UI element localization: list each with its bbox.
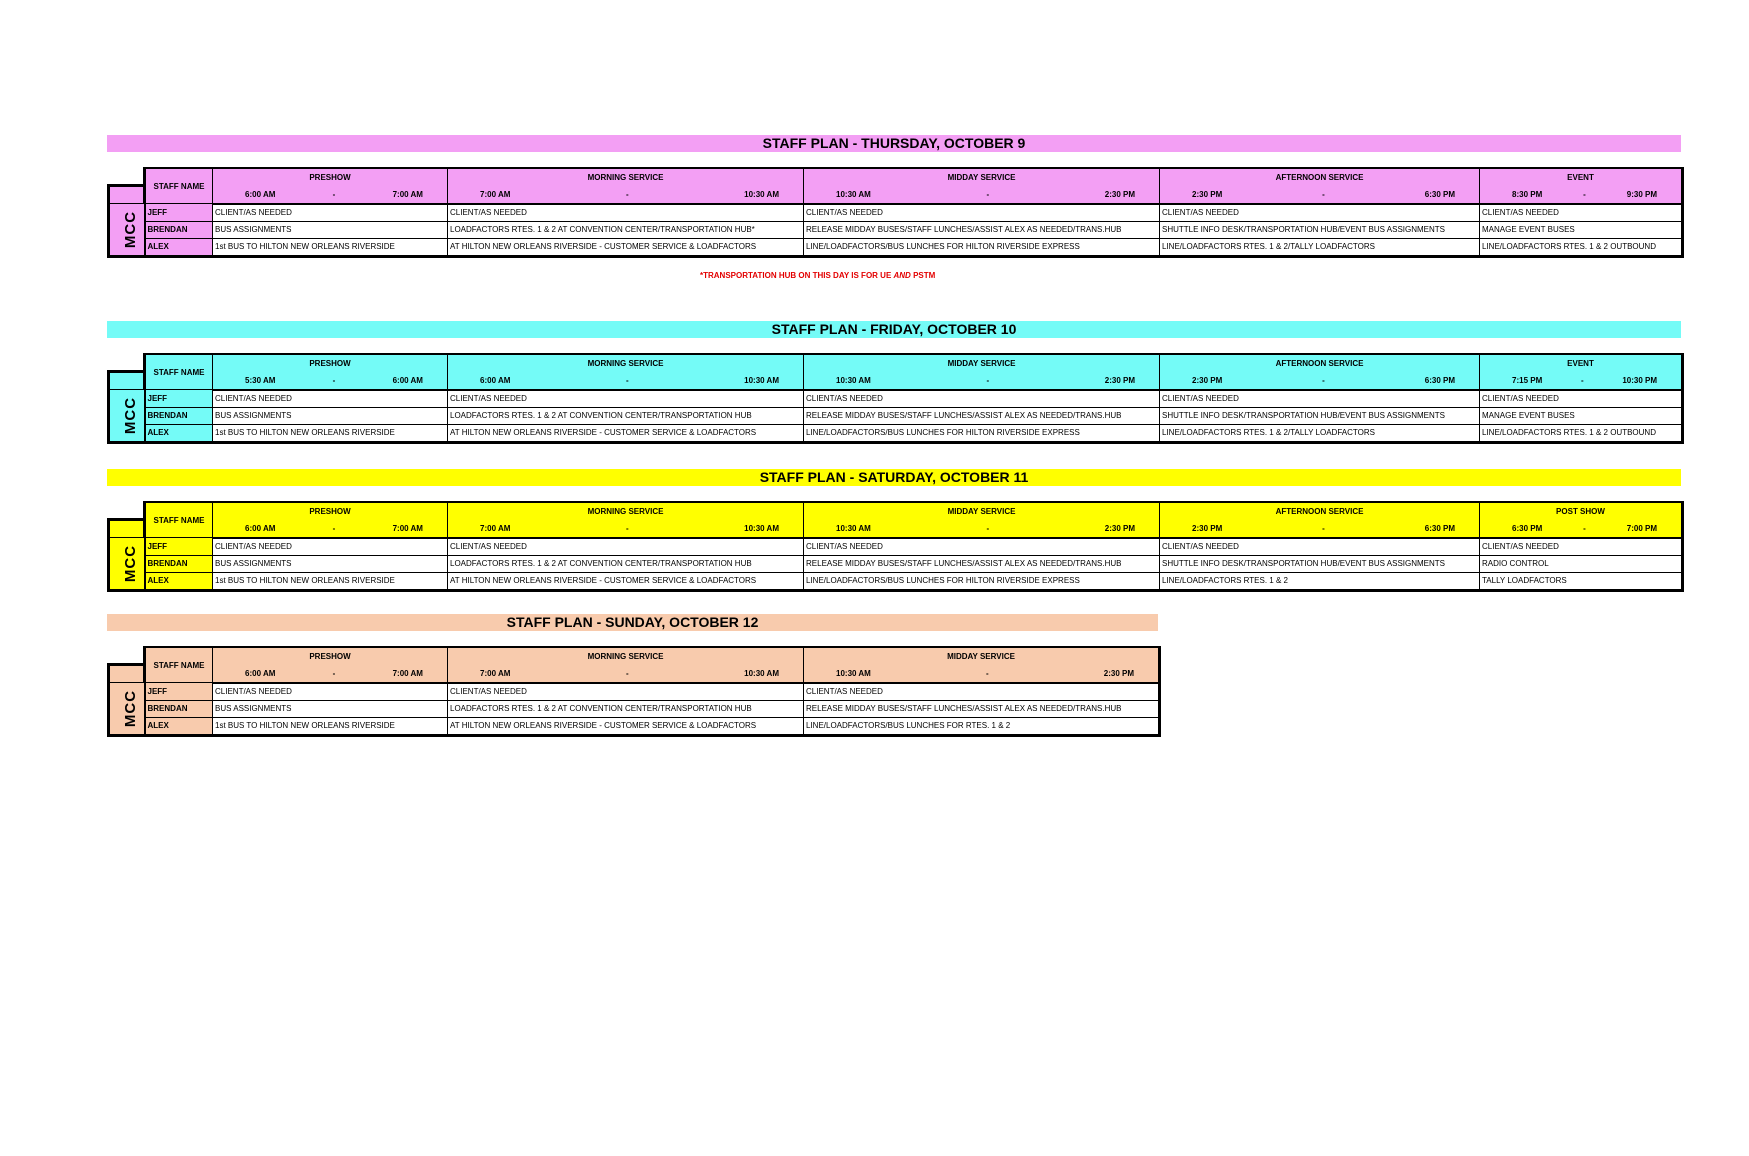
assignment-cell: TALLY LOADFACTORS (1480, 572, 1683, 590)
assignment-cell: CLIENT/AS NEEDED (213, 683, 448, 701)
header-stub (109, 647, 145, 665)
assignment-cell: CLIENT/AS NEEDED (448, 204, 804, 222)
period-times (213, 186, 448, 204)
period-end: 10:30 AM (744, 189, 779, 199)
group-label-text: MCC (122, 210, 140, 248)
table-row (109, 700, 1160, 717)
period-end: 6:30 PM (1424, 189, 1455, 199)
period-times (1480, 186, 1683, 204)
period-start: 6:00 AM (245, 668, 276, 678)
period-start: 7:00 AM (480, 523, 511, 533)
table-row (109, 683, 1160, 701)
period-end: 6:30 PM (1424, 523, 1455, 533)
group-stub (109, 186, 145, 204)
assignment-cell: RELEASE MIDDAY BUSES/STAFF LUNCHES/ASSIST ALEX AS NEEDED/TRANS.HUB (804, 407, 1160, 424)
group-stub (109, 665, 145, 683)
assignment-cell: 1st BUS TO HILTON NEW ORLEANS RIVERSIDE (213, 717, 448, 735)
assignment-cell: AT HILTON NEW ORLEANS RIVERSIDE - CUSTOMER SERVICE & LOADFACTORS (448, 238, 804, 256)
plan-title: STAFF PLAN - FRIDAY, OCTOBER 10 (107, 321, 1681, 338)
assignment-cell: LINE/LOADFACTORS RTES. 1 & 2/TALLY LOADFACTORS (1160, 424, 1480, 442)
table-row (109, 555, 1683, 572)
period-times (804, 372, 1160, 390)
period-end: 7:00 AM (392, 523, 423, 533)
footnote-suffix: PSTM (910, 271, 936, 280)
staff-plan-2 (107, 469, 1681, 592)
period-times (804, 520, 1160, 538)
table-row (109, 204, 1683, 222)
staff-name-header: STAFF NAME (145, 354, 213, 390)
staff-name-header: STAFF NAME (145, 647, 213, 683)
assignment-cell: CLIENT/AS NEEDED (1160, 538, 1480, 556)
period-name: PRESHOW (213, 647, 448, 665)
group-label-text: MCC (122, 544, 140, 582)
schedule-table (107, 353, 1684, 444)
staff-name: JEFF (145, 538, 213, 556)
assignment-cell: RELEASE MIDDAY BUSES/STAFF LUNCHES/ASSIST ALEX AS NEEDED/TRANS.HUB (804, 555, 1160, 572)
assignment-cell: AT HILTON NEW ORLEANS RIVERSIDE - CUSTOMER SERVICE & LOADFACTORS (448, 717, 804, 735)
plan-title: STAFF PLAN - SUNDAY, OCTOBER 12 (107, 614, 1158, 631)
assignment-cell: LINE/LOADFACTORS RTES. 1 & 2 OUTBOUND (1480, 238, 1683, 256)
period-end: 7:00 AM (392, 189, 423, 199)
assignment-cell: BUS ASSIGNMENTS (213, 700, 448, 717)
period-sep: - (625, 189, 629, 199)
period-start: 5:30 AM (245, 375, 276, 385)
assignment-cell: 1st BUS TO HILTON NEW ORLEANS RIVERSIDE (213, 572, 448, 590)
period-start: 6:00 AM (480, 375, 511, 385)
assignment-cell: LINE/LOADFACTORS RTES. 1 & 2 (1160, 572, 1480, 590)
assignment-cell: CLIENT/AS NEEDED (804, 204, 1160, 222)
assignment-cell: CLIENT/AS NEEDED (1480, 204, 1683, 222)
period-name: MORNING SERVICE (448, 647, 804, 665)
period-times (213, 520, 448, 538)
staff-name: JEFF (145, 683, 213, 701)
assignment-cell: RELEASE MIDDAY BUSES/STAFF LUNCHES/ASSIST ALEX AS NEEDED/TRANS.HUB (804, 221, 1160, 238)
period-sep: - (986, 189, 990, 199)
period-sep: - (332, 375, 336, 385)
table-row (109, 424, 1683, 442)
period-name: MORNING SERVICE (448, 354, 804, 372)
assignment-cell: LINE/LOADFACTORS/BUS LUNCHES FOR HILTON RIVERSIDE EXPRESS (804, 424, 1160, 442)
assignment-cell: CLIENT/AS NEEDED (1160, 390, 1480, 408)
staff-name-header: STAFF NAME (145, 168, 213, 204)
assignment-cell: LINE/LOADFACTORS/BUS LUNCHES FOR RTES. 1 & 2 (804, 717, 1160, 735)
assignment-cell: 1st BUS TO HILTON NEW ORLEANS RIVERSIDE (213, 424, 448, 442)
period-sep: - (625, 375, 629, 385)
staff-name: BRENDAN (145, 221, 213, 238)
table-row (109, 221, 1683, 238)
period-start: 7:15 PM (1512, 375, 1543, 385)
period-times (1480, 372, 1683, 390)
period-times (448, 186, 804, 204)
staff-plan-0 (107, 135, 1681, 258)
footnote (700, 271, 935, 280)
period-times (213, 665, 448, 683)
period-name: MIDDAY SERVICE (804, 354, 1160, 372)
period-end: 7:00 AM (392, 668, 423, 678)
period-name: MIDDAY SERVICE (804, 502, 1160, 520)
period-start: 7:00 AM (480, 189, 511, 199)
schedule-table (107, 167, 1684, 258)
period-sep: - (625, 523, 629, 533)
staff-name-header: STAFF NAME (145, 502, 213, 538)
assignment-cell: CLIENT/AS NEEDED (804, 390, 1160, 408)
assignment-cell: CLIENT/AS NEEDED (448, 390, 804, 408)
assignment-cell: RADIO CONTROL (1480, 555, 1683, 572)
period-end: 10:30 AM (744, 375, 779, 385)
period-start: 10:30 AM (836, 189, 871, 199)
assignment-cell: LOADFACTORS RTES. 1 & 2 AT CONVENTION CENTER/TRANSPORTATION HUB (448, 555, 804, 572)
staff-plan-3 (107, 614, 1158, 737)
schedule-table (107, 646, 1161, 737)
period-end: 6:30 PM (1424, 375, 1455, 385)
period-name: MIDDAY SERVICE (804, 647, 1160, 665)
period-end: 2:30 PM (1104, 189, 1135, 199)
group-stub (109, 372, 145, 390)
period-end: 10:30 AM (744, 523, 779, 533)
assignment-cell: MANAGE EVENT BUSES (1480, 407, 1683, 424)
table-row (109, 538, 1683, 556)
assignment-cell: SHUTTLE INFO DESK/TRANSPORTATION HUB/EVENT BUS ASSIGNMENTS (1160, 555, 1480, 572)
period-times (804, 665, 1160, 683)
period-start: 2:30 PM (1192, 189, 1223, 199)
period-sep: - (986, 523, 990, 533)
assignment-cell: 1st BUS TO HILTON NEW ORLEANS RIVERSIDE (213, 238, 448, 256)
staff-name: ALEX (145, 424, 213, 442)
table-row (109, 572, 1683, 590)
period-end: 7:00 PM (1626, 523, 1657, 533)
period-start: 6:00 AM (245, 523, 276, 533)
period-name: PRESHOW (213, 354, 448, 372)
period-sep: - (332, 523, 336, 533)
period-end: 10:30 PM (1622, 375, 1657, 385)
period-start: 10:30 AM (836, 668, 871, 678)
period-end: 2:30 PM (1103, 668, 1134, 678)
period-times (448, 665, 804, 683)
assignment-cell: SHUTTLE INFO DESK/TRANSPORTATION HUB/EVENT BUS ASSIGNMENTS (1160, 407, 1480, 424)
period-name: MIDDAY SERVICE (804, 168, 1160, 186)
period-name: MORNING SERVICE (448, 168, 804, 186)
period-name: EVENT (1480, 168, 1683, 186)
period-name: AFTERNOON SERVICE (1160, 502, 1480, 520)
header-stub (109, 354, 145, 372)
footnote-emphasis: AND (893, 271, 911, 280)
staff-name: BRENDAN (145, 555, 213, 572)
footnote-prefix: *TRANSPORTATION HUB ON THIS DAY IS FOR UE (700, 271, 894, 280)
header-stub (109, 168, 145, 186)
assignment-cell: AT HILTON NEW ORLEANS RIVERSIDE - CUSTOMER SERVICE & LOADFACTORS (448, 424, 804, 442)
staff-name: ALEX (145, 717, 213, 735)
assignment-cell: CLIENT/AS NEEDED (213, 390, 448, 408)
period-start: 10:30 AM (836, 375, 871, 385)
assignment-cell: CLIENT/AS NEEDED (1480, 390, 1683, 408)
group-label (109, 204, 145, 257)
period-times (213, 372, 448, 390)
period-start: 2:30 PM (1192, 523, 1223, 533)
assignment-cell: CLIENT/AS NEEDED (213, 204, 448, 222)
plan-title: STAFF PLAN - THURSDAY, OCTOBER 9 (107, 135, 1681, 152)
period-name: MORNING SERVICE (448, 502, 804, 520)
period-name: AFTERNOON SERVICE (1160, 168, 1480, 186)
staff-name: BRENDAN (145, 700, 213, 717)
assignment-cell: CLIENT/AS NEEDED (1480, 538, 1683, 556)
group-label (109, 538, 145, 591)
period-start: 7:00 AM (480, 668, 511, 678)
assignment-cell: CLIENT/AS NEEDED (448, 683, 804, 701)
period-times (1160, 372, 1480, 390)
period-times (804, 186, 1160, 204)
period-sep: - (1322, 375, 1325, 385)
period-sep: - (625, 668, 629, 678)
period-sep: - (1322, 523, 1325, 533)
period-end: 10:30 AM (744, 668, 779, 678)
staff-name: JEFF (145, 204, 213, 222)
period-times (1160, 520, 1480, 538)
staff-name: ALEX (145, 572, 213, 590)
assignment-cell: CLIENT/AS NEEDED (213, 538, 448, 556)
period-start: 6:30 PM (1512, 523, 1543, 533)
period-times (448, 372, 804, 390)
assignment-cell: SHUTTLE INFO DESK/TRANSPORTATION HUB/EVENT BUS ASSIGNMENTS (1160, 221, 1480, 238)
period-name: PRESHOW (213, 168, 448, 186)
period-sep: - (1580, 375, 1584, 385)
period-start: 10:30 AM (836, 523, 871, 533)
period-times (1160, 186, 1480, 204)
table-row (109, 407, 1683, 424)
group-label (109, 683, 145, 736)
period-name: AFTERNOON SERVICE (1160, 354, 1480, 372)
staff-plan-1 (107, 321, 1681, 444)
assignment-cell: LOADFACTORS RTES. 1 & 2 AT CONVENTION CENTER/TRANSPORTATION HUB* (448, 221, 804, 238)
assignment-cell: LOADFACTORS RTES. 1 & 2 AT CONVENTION CENTER/TRANSPORTATION HUB (448, 700, 804, 717)
assignment-cell: LOADFACTORS RTES. 1 & 2 AT CONVENTION CENTER/TRANSPORTATION HUB (448, 407, 804, 424)
period-name: POST SHOW (1480, 502, 1683, 520)
table-row (109, 390, 1683, 408)
period-end: 2:30 PM (1104, 523, 1135, 533)
assignment-cell: LINE/LOADFACTORS RTES. 1 & 2/TALLY LOADFACTORS (1160, 238, 1480, 256)
period-start: 2:30 PM (1192, 375, 1223, 385)
assignment-cell: LINE/LOADFACTORS RTES. 1 & 2 OUTBOUND (1480, 424, 1683, 442)
staff-name: JEFF (145, 390, 213, 408)
group-label-text: MCC (122, 689, 140, 727)
assignment-cell: BUS ASSIGNMENTS (213, 407, 448, 424)
period-sep: - (985, 668, 989, 678)
period-end: 2:30 PM (1104, 375, 1135, 385)
period-sep: - (1322, 189, 1325, 199)
table-row (109, 238, 1683, 256)
plan-title: STAFF PLAN - SATURDAY, OCTOBER 11 (107, 469, 1681, 486)
group-label-text: MCC (122, 396, 140, 434)
assignment-cell: CLIENT/AS NEEDED (1160, 204, 1480, 222)
period-sep: - (1583, 523, 1586, 533)
period-sep: - (332, 189, 336, 199)
period-name: EVENT (1480, 354, 1683, 372)
staff-name: ALEX (145, 238, 213, 256)
period-times (448, 520, 804, 538)
period-sep: - (986, 375, 990, 385)
period-sep: - (332, 668, 336, 678)
group-label (109, 390, 145, 443)
period-start: 6:00 AM (245, 189, 276, 199)
table-row (109, 717, 1160, 735)
period-name: PRESHOW (213, 502, 448, 520)
staff-name: BRENDAN (145, 407, 213, 424)
schedule-table (107, 501, 1684, 592)
assignment-cell: CLIENT/AS NEEDED (804, 683, 1160, 701)
assignment-cell: LINE/LOADFACTORS/BUS LUNCHES FOR HILTON RIVERSIDE EXPRESS (804, 238, 1160, 256)
assignment-cell: CLIENT/AS NEEDED (448, 538, 804, 556)
group-stub (109, 520, 145, 538)
assignment-cell: BUS ASSIGNMENTS (213, 221, 448, 238)
assignment-cell: LINE/LOADFACTORS/BUS LUNCHES FOR HILTON RIVERSIDE EXPRESS (804, 572, 1160, 590)
assignment-cell: BUS ASSIGNMENTS (213, 555, 448, 572)
assignment-cell: AT HILTON NEW ORLEANS RIVERSIDE - CUSTOMER SERVICE & LOADFACTORS (448, 572, 804, 590)
period-start: 8:30 PM (1512, 189, 1543, 199)
period-end: 9:30 PM (1626, 189, 1657, 199)
header-stub (109, 502, 145, 520)
period-end: 6:00 AM (392, 375, 423, 385)
assignment-cell: MANAGE EVENT BUSES (1480, 221, 1683, 238)
assignment-cell: CLIENT/AS NEEDED (804, 538, 1160, 556)
assignment-cell: RELEASE MIDDAY BUSES/STAFF LUNCHES/ASSIST ALEX AS NEEDED/TRANS.HUB (804, 700, 1160, 717)
period-times (1480, 520, 1683, 538)
period-sep: - (1583, 189, 1586, 199)
